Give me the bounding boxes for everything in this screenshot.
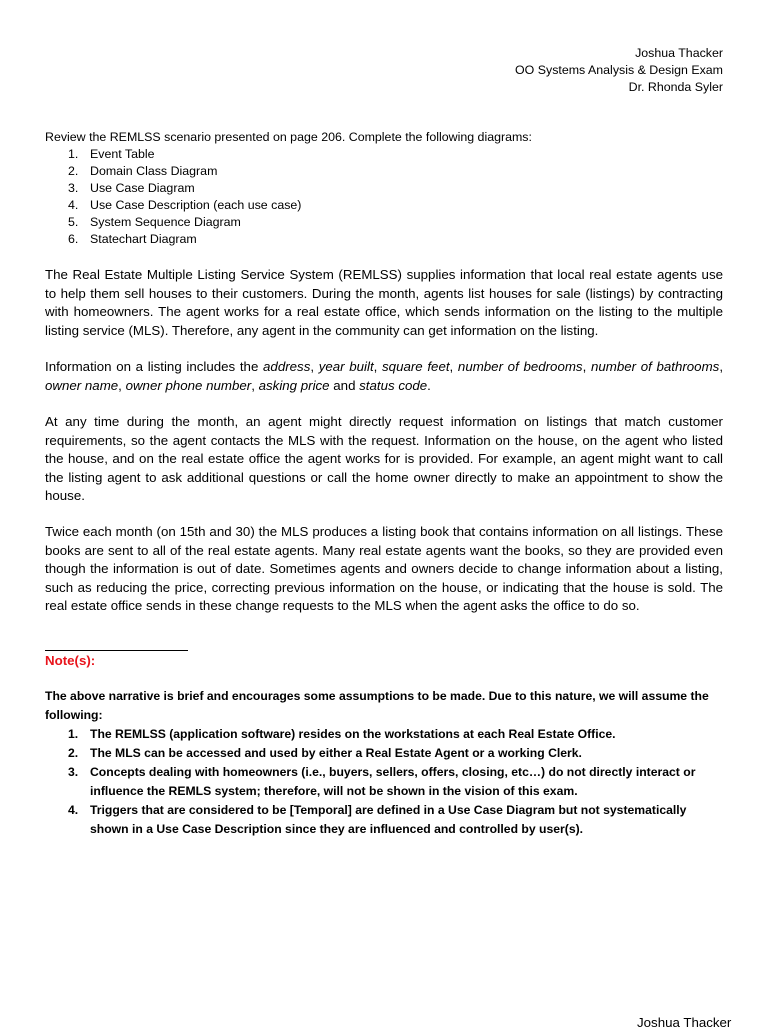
list-number: 3. — [68, 765, 79, 779]
scenario-paragraph-2: Information on a listing includes the address, year built, square feet, number of bedrooms, number of bathrooms, owner name, owner phone number, asking price and status code. — [45, 359, 724, 393]
list-text: Use Case Description (each use case) — [90, 198, 302, 212]
list-item — [45, 231, 725, 248]
course-title: OO Systems Analysis & Design Exam — [515, 63, 723, 77]
list-item — [45, 744, 725, 763]
list-item — [45, 180, 725, 197]
field-owner-name: owner name — [45, 377, 119, 393]
field-address: address — [263, 359, 311, 374]
list-number: 4. — [68, 198, 79, 212]
list-text: Statechart Diagram — [90, 232, 197, 246]
field-year-built: year built — [318, 359, 374, 374]
field-bathrooms: number of bathrooms — [590, 359, 720, 374]
notes-heading: Note(s): — [45, 653, 96, 668]
list-item — [45, 146, 725, 163]
assignment-intro — [45, 129, 725, 248]
list-item — [45, 763, 725, 801]
paragraph-lead: Information on a listing includes the — [45, 359, 264, 374]
section-divider — [45, 650, 188, 651]
list-text: Domain Class Diagram — [90, 164, 218, 178]
assignment-lead: Review the REMLSS scenario presented on page 206. Complete the following diagrams: — [45, 130, 532, 144]
list-number: 1. — [68, 727, 79, 741]
list-number: 4. — [68, 803, 79, 817]
field-bedrooms: number of bedrooms — [457, 359, 583, 374]
field-square-feet: square feet — [382, 359, 450, 374]
list-text: Concepts dealing with homeowners (i.e., buyers, sellers, offers, closing, etc…) do not directly interact or influence the REMLS system; therefore, will not be shown in the vision of this exam. — [90, 765, 696, 798]
scenario-paragraph-1: The Real Estate Multiple Listing Service System (REMLSS) supplies information that local real estate agents use to help them sell houses to their customers. During the month, agents list houses for sale (listings) by contracting with homeowners. The agent works for a real estate office, which sends information on the listing to the multiple listing service (MLS). Therefore, any agent in the community can get information on the listing. — [45, 267, 723, 338]
scenario-paragraph-3: At any time during the month, an agent might directly request information on listings that match customer requirements, so the agent contacts the MLS with the request. Information on the house, on the agent who listed the house, and on the real estate office the agent works for is provided. For example, an agent might want to call the listing agent to ask additional questions or call the home owner directly to make an appointment to show the house. — [45, 414, 723, 503]
field-asking-price: asking price — [258, 377, 330, 393]
list-number: 3. — [68, 181, 79, 195]
list-number: 2. — [68, 164, 79, 178]
field-owner-phone: owner phone number — [125, 377, 252, 393]
list-text: System Sequence Diagram — [90, 215, 241, 229]
diagram-list — [45, 146, 725, 248]
next-page-author: Joshua Thacker — [637, 1015, 732, 1030]
list-item — [45, 801, 725, 839]
notes-section — [45, 687, 725, 839]
notes-lead: The above narrative is brief and encourages some assumptions to be made. Due to this nature, we will assume the following: — [45, 689, 709, 722]
document-header — [515, 45, 723, 96]
list-number: 1. — [68, 147, 79, 161]
list-text: Triggers that are considered to be [Temporal] are defined in a Use Case Diagram but not systematically shown in a Use Case Description since they are influenced and controlled by user(s). — [90, 803, 687, 836]
list-item — [45, 725, 725, 744]
list-item — [45, 163, 725, 180]
list-text: Use Case Diagram — [90, 181, 195, 195]
instructor-name: Dr. Rhonda Syler — [628, 80, 723, 94]
list-item — [45, 214, 725, 231]
list-number: 2. — [68, 746, 79, 760]
field-status-code: status code — [359, 377, 428, 393]
list-number: 5. — [68, 215, 79, 229]
list-text: Event Table — [90, 147, 155, 161]
assumption-list — [45, 725, 725, 839]
author-name: Joshua Thacker — [635, 46, 723, 60]
scenario-paragraph-4: Twice each month (on 15th and 30) the MLS produces a listing book that contains information on all listings. These books are sent to all of the real estate agents. Many real estate agents want the books, so they are provided even though the information is out of date. Sometimes agents and owners decide to change information about a listing, such as reducing the price, correcting previous information on the house, or indicating that the house is sold. The real estate office sends in these change requests to the MLS when the agent asks the office to do so. — [45, 524, 723, 613]
list-text: The REMLSS (application software) resides on the workstations at each Real Estate Office. — [90, 727, 616, 741]
list-text: The MLS can be accessed and used by either a Real Estate Agent or a working Clerk. — [90, 746, 582, 760]
list-item — [45, 197, 725, 214]
list-number: 6. — [68, 232, 79, 246]
